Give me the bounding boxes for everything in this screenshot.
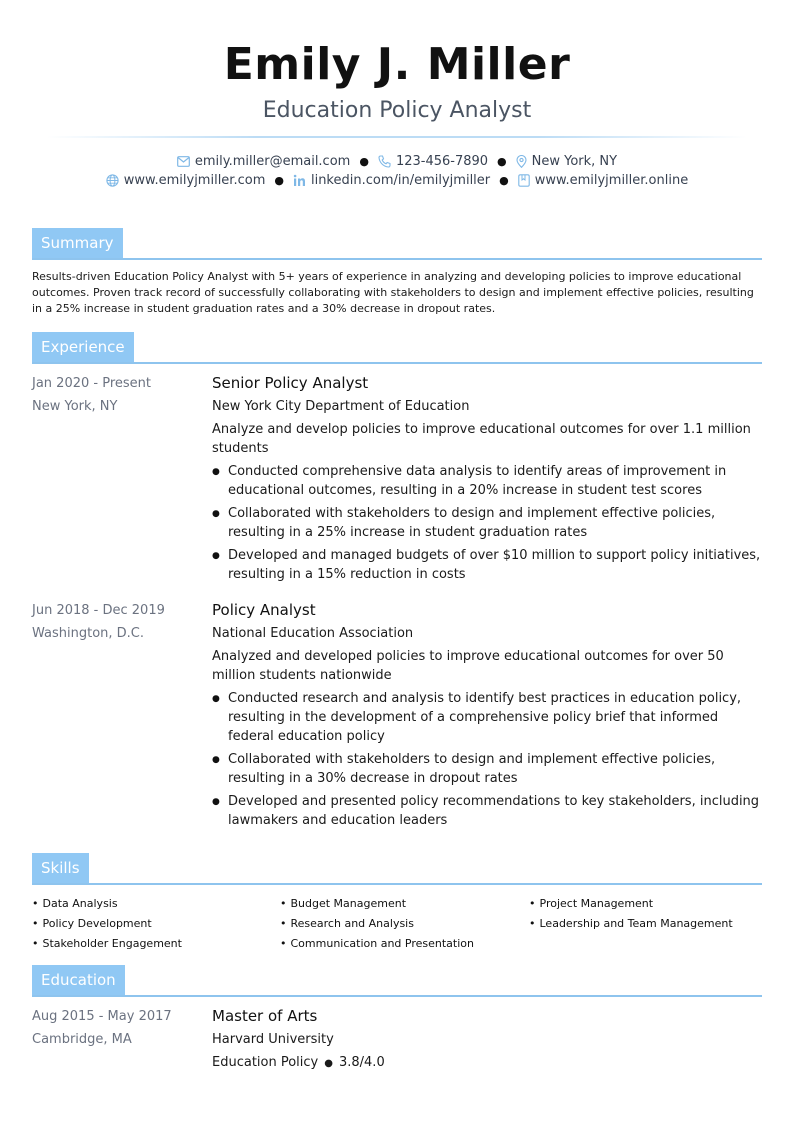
skills-heading-bar: [32, 853, 762, 885]
skill-item: • Project Management: [529, 894, 762, 914]
education-location: Cambridge, MA: [32, 1032, 132, 1047]
school: Harvard University: [212, 1032, 334, 1047]
job-details: [212, 372, 762, 584]
location-text: New York, NY: [531, 154, 618, 169]
contact-linkedin[interactable]: [293, 171, 490, 190]
job-location: New York, NY: [32, 399, 118, 414]
job-description: Analyze and develop policies to improve educational outcomes for over 1.1 million students: [212, 422, 751, 456]
separator-dot: ●: [274, 174, 284, 187]
contact-portfolio[interactable]: [518, 171, 688, 190]
contact-row-2: [0, 171, 794, 190]
skill-item: • Stakeholder Engagement: [32, 934, 280, 954]
skill-item: • Communication and Presentation: [280, 934, 529, 954]
email-icon: [177, 156, 190, 167]
section-rule: [32, 995, 762, 997]
education-heading-bar: [32, 965, 762, 997]
education-section: [32, 965, 762, 1073]
skills-section: [32, 853, 762, 954]
skills-list: [32, 894, 762, 954]
list-item: ● Collaborated with stakeholders to design and implement effective policies, resulting in a 30% decrease in dropout rates: [212, 750, 762, 788]
job-entry: [32, 599, 762, 830]
job-entry: [32, 372, 762, 584]
portfolio-text: www.emilyjmiller.online: [534, 173, 689, 188]
contact-info: [0, 152, 794, 190]
skill-item: • Data Analysis: [32, 894, 280, 914]
contact-location: [516, 152, 617, 171]
skill-item: • Leadership and Team Management: [529, 914, 762, 934]
linkedin-icon: [293, 174, 306, 187]
job-organization: New York City Department of Education: [212, 399, 470, 414]
skill-item: • Research and Analysis: [280, 914, 529, 934]
education-meta: [32, 1005, 212, 1073]
job-dates: Jun 2018 - Dec 2019: [32, 603, 165, 618]
map-pin-icon: [516, 155, 527, 168]
job-details: [212, 599, 762, 830]
contact-row-1: [0, 152, 794, 171]
list-item: ● Developed and managed budgets of over $10 million to support policy initiatives, resulting in a 15% reduction in costs: [212, 546, 762, 584]
globe-icon: [106, 174, 119, 187]
skill-item: • Policy Development: [32, 914, 280, 934]
education-field-line: [212, 1053, 762, 1073]
candidate-title: Education Policy Analyst: [262, 98, 532, 123]
job-bullets: [212, 689, 762, 830]
section-rule: [32, 258, 762, 260]
section-rule: [32, 362, 762, 364]
separator-dot: ●: [324, 1058, 333, 1069]
field-of-study: Education Policy: [212, 1055, 319, 1070]
contact-website[interactable]: [106, 171, 266, 190]
job-bullets: [212, 462, 762, 584]
summary-text: Results-driven Education Policy Analyst with 5+ years of experience in analyzing and developing policies to improve educational outcomes. Proven track record of successfully collaborating with stakeholders to design and implement effective policies, resulting in a 25% increase in student graduation rates and a 30% decrease in dropout rates.: [32, 270, 754, 315]
list-item: ● Developed and presented policy recommendations to key stakeholders, including lawmakers and education leaders: [212, 792, 762, 830]
job-description: Analyzed and developed policies to improve educational outcomes for over 50 million students nationwide: [212, 649, 724, 683]
linkedin-text: linkedin.com/in/emilyjmiller: [310, 173, 491, 188]
job-role: Policy Analyst: [212, 601, 316, 619]
skills-heading: Skills: [32, 853, 89, 884]
education-entry: [32, 1005, 762, 1073]
degree: Master of Arts: [212, 1007, 318, 1025]
summary-section: [32, 228, 762, 317]
job-role: Senior Policy Analyst: [212, 374, 369, 392]
phone-text: 123-456-7890: [395, 154, 489, 169]
phone-icon: [378, 155, 391, 168]
experience-section: [32, 332, 762, 830]
separator-dot: ●: [497, 155, 507, 168]
separator-dot: ●: [359, 155, 369, 168]
bookmark-icon: [518, 174, 530, 187]
list-item: ● Conducted research and analysis to identify best practices in education policy, resulting in the development of a comprehensive policy brief that informed federal education policy: [212, 689, 762, 746]
job-dates: Jan 2020 - Present: [32, 376, 151, 391]
separator-dot: ●: [499, 174, 509, 187]
header-divider: [47, 136, 747, 138]
section-rule: [32, 883, 762, 885]
summary-heading-bar: [32, 228, 762, 260]
contact-phone[interactable]: [378, 152, 488, 171]
contact-email[interactable]: [177, 152, 350, 171]
list-item: ● Collaborated with stakeholders to design and implement effective policies, resulting in a 25% increase in student graduation rates: [212, 504, 762, 542]
job-meta: [32, 372, 212, 584]
experience-heading: Experience: [32, 332, 134, 363]
education-dates: Aug 2015 - May 2017: [32, 1009, 172, 1024]
skill-item: • Budget Management: [280, 894, 529, 914]
list-item: ● Conducted comprehensive data analysis to identify areas of improvement in educational outcomes, resulting in a 20% increase in student test scores: [212, 462, 762, 500]
education-heading: Education: [32, 965, 125, 996]
job-location: Washington, D.C.: [32, 626, 145, 641]
website-text: www.emilyjmiller.com: [123, 173, 266, 188]
job-meta: [32, 599, 212, 830]
email-text: emily.miller@email.com: [194, 154, 351, 169]
summary-heading: Summary: [32, 228, 123, 259]
resume-header: [0, 0, 794, 190]
job-organization: National Education Association: [212, 626, 414, 641]
experience-heading-bar: [32, 332, 762, 364]
gpa: 3.8/4.0: [338, 1055, 385, 1070]
education-details: [212, 1005, 762, 1073]
candidate-name: Emily J. Miller: [223, 39, 571, 90]
